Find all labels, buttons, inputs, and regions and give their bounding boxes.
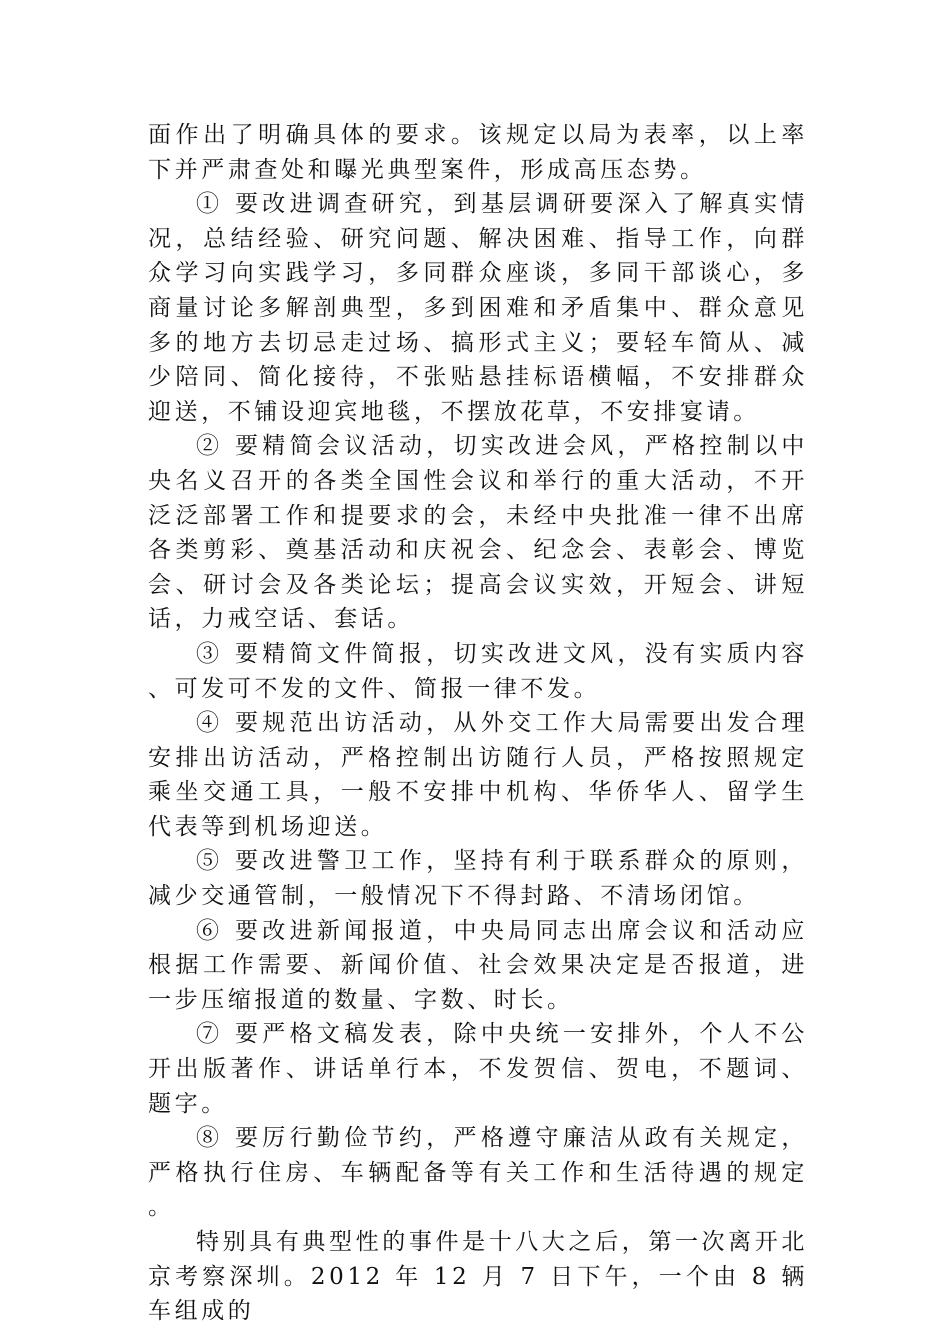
- paragraph-item-1-research: ① 要改进调查研究，到基层调研要深入了解真实情况，总结经验、研究问题、解决困难、指导工作，向群众学习向实践学习，多同群众座谈，多同干部谈心，多商量讨论多解剖典型，多到困难和矛盾集中、群众意见多的地方去切忌走过场、搞形式主义；要轻车简从、减少陪同、简化接待，不张贴悬挂标语横幅，不安排群众迎送，不铺设迎宾地毯，不摆放花草，不安排宴请。: [148, 191, 808, 425]
- paragraph-continuation: 面作出了明确具体的要求。该规定以局为表率，以上率下并严肃查处和曝光典型案件，形成高压态势。: [148, 122, 808, 183]
- paragraph-item-2-meetings: ② 要精简会议活动，切实改进会风，严格控制以中央名义召开的各类全国性会议和举行的重大活动，不开泛泛部署工作和提要求的会，未经中央批准一律不出席各类剪彩、奠基活动和庆祝会、纪念会、表彰会、博览会、研讨会及各类论坛；提高会议实效，开短会、讲短话，力戒空话、套话。: [148, 433, 808, 633]
- paragraph-item-7-publications: ⑦ 要严格文稿发表，除中央统一安排外，个人不公开出版著作、讲话单行本，不发贺信、贺电，不题词、题字。: [148, 1021, 808, 1117]
- paragraph-shenzhen-visit: 特别具有典型性的事件是十八大之后，第一次离开北京考察深圳。2012 年 12 月 7 日下午，一个由 8 辆车组成的: [148, 1229, 808, 1325]
- paragraph-item-5-security: ⑤ 要改进警卫工作，坚持有利于联系群众的原则，减少交通管制，一般情况下不得封路、不清场闭馆。: [148, 848, 808, 910]
- document-body: [148, 118, 808, 1329]
- paragraph-item-3-documents: ③ 要精简文件简报，切实改进文风，没有实质内容、可发可不发的文件、简报一律不发。: [148, 640, 808, 702]
- paragraph-item-8-frugality: ⑧ 要厉行勤俭节约，严格遵守廉洁从政有关规定，严格执行住房、车辆配备等有关工作和生活待遇的规定。: [148, 1125, 808, 1221]
- paragraph-item-4-visits: ④ 要规范出访活动，从外交工作大局需要出发合理安排出访活动，严格控制出访随行人员，严格按照规定乘坐交通工具，一般不安排中机构、华侨华人、留学生代表等到机场迎送。: [148, 710, 808, 840]
- paragraph-item-6-news: ⑥ 要改进新闻报道，中央局同志出席会议和活动应根据工作需要、新闻价值、社会效果决定是否报道，进一步压缩报道的数量、字数、时长。: [148, 917, 808, 1013]
